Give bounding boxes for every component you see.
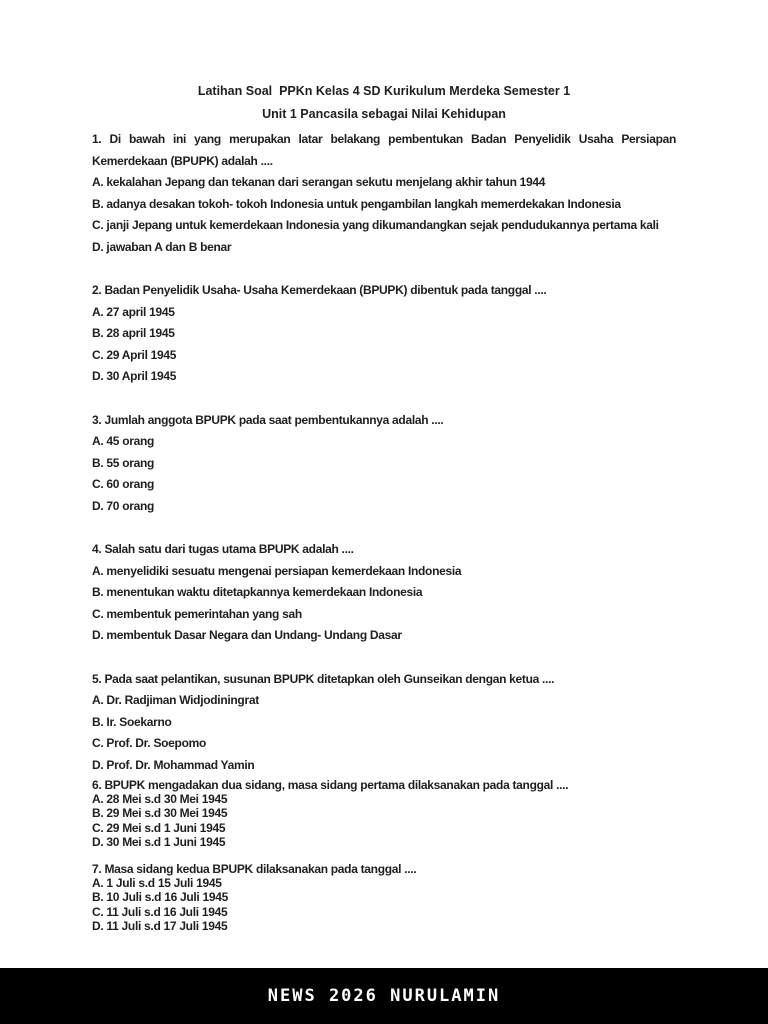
document-subtitle: Unit 1 Pancasila sebagai Nilai Kehidupan — [262, 107, 506, 121]
question-2-option-b: B. 28 april 1945 — [92, 326, 175, 340]
question-3-stem: 3. Jumlah anggota BPUPK pada saat pembentukannya adalah .... — [92, 412, 444, 427]
question-5-stem: 5. Pada saat pelantikan, susunan BPUPK ditetapkan oleh Gunseikan dengan ketua .... — [92, 671, 555, 686]
question-1-option-b: B. adanya desakan tokoh- tokoh Indonesia untuk pengambilan langkah memerdekakan Indonesia — [92, 196, 621, 211]
question-3-option-b: B. 55 orang — [92, 455, 155, 470]
question-6-stem: 6. BPUPK mengadakan dua sidang, masa sidang pertama dilaksanakan pada tanggal .... — [92, 778, 569, 792]
watermark-text: NEWS 2026 NURULAMIN — [267, 986, 501, 1006]
question-7-option-c: C. 11 Juli s.d 16 Juli 1945 — [92, 904, 228, 919]
question-4 — [92, 539, 676, 647]
question-2-option-c: C. 29 April 1945 — [92, 347, 177, 362]
question-3-option-c: C. 60 orang — [92, 477, 155, 491]
question-3-option-a: A. 45 orang — [92, 434, 155, 448]
question-2-option-a: A. 27 april 1945 — [92, 304, 175, 319]
question-1-option-c: C. janji Jepang untuk kemerdekaan Indonesia yang dikumandangkan sejak pendudukannya pertama kali — [92, 218, 659, 232]
question-1-option-d: D. jawaban A dan B benar — [92, 239, 232, 254]
question-2-stem: 2. Badan Penyelidik Usaha- Usaha Kemerdekaan (BPUPK) dibentuk pada tanggal .... — [92, 283, 547, 297]
question-1-option-a: A. kekalahan Jepang dan tekanan dari serangan sekutu menjelang akhir tahun 1944 — [92, 175, 546, 189]
question-3 — [92, 410, 676, 518]
question-5 — [92, 669, 676, 777]
question-6-option-b: B. 29 Mei s.d 30 Mei 1945 — [92, 806, 228, 821]
question-5-option-b: B. Ir. Soekarno — [92, 714, 172, 729]
question-4-option-b: B. menentukan waktu ditetapkannya kemerdekaan Indonesia — [92, 585, 423, 599]
question-5-option-c: C. Prof. Dr. Soepomo — [92, 736, 207, 750]
question-3-option-d: D. 70 orang — [92, 498, 155, 513]
question-5-option-d: D. Prof. Dr. Mohammad Yamin — [92, 757, 255, 772]
question-6-option-a: A. 28 Mei s.d 30 Mei 1945 — [92, 792, 228, 807]
document-title: Latihan Soal PPKn Kelas 4 SD Kurikulum Merdeka Semester 1 — [197, 84, 571, 98]
question-6 — [92, 778, 676, 849]
question-4-option-c: C. membentuk pemerintahan yang sah — [92, 606, 302, 621]
question-4-option-d: D. membentuk Dasar Negara dan Undang- Undang Dasar — [92, 628, 402, 642]
question-6-option-d: D. 30 Mei s.d 1 Juni 1945 — [92, 834, 226, 849]
question-7-stem: 7. Masa sidang kedua BPUPK dilaksanakan pada tanggal .... — [92, 862, 417, 877]
question-7 — [92, 862, 676, 933]
question-1-stem: 1. Di bawah ini yang merupakan latar belakang pembentukan Badan Penyelidik Usaha Persiapan Kemerdekaan (BPUPK) adalah .... — [92, 132, 676, 168]
question-4-stem: 4. Salah satu dari tugas utama BPUPK adalah .... — [92, 542, 354, 556]
question-7-option-b: B. 10 Juli s.d 16 Juli 1945 — [92, 890, 228, 905]
question-7-option-d: D. 11 Juli s.d 17 Juli 1945 — [92, 918, 228, 933]
question-5-option-a: A. Dr. Radjiman Widjodiningrat — [92, 693, 259, 707]
question-6-option-c: C. 29 Mei s.d 1 Juni 1945 — [92, 820, 226, 835]
question-2-option-d: D. 30 April 1945 — [92, 369, 177, 383]
question-2 — [92, 280, 676, 388]
question-7-option-a: A. 1 Juli s.d 15 Juli 1945 — [92, 876, 222, 891]
footer-watermark-bar — [0, 968, 768, 1024]
question-4-option-a: A. menyelidiki sesuatu mengenai persiapan kemerdekaan Indonesia — [92, 563, 462, 578]
question-1 — [92, 129, 676, 258]
